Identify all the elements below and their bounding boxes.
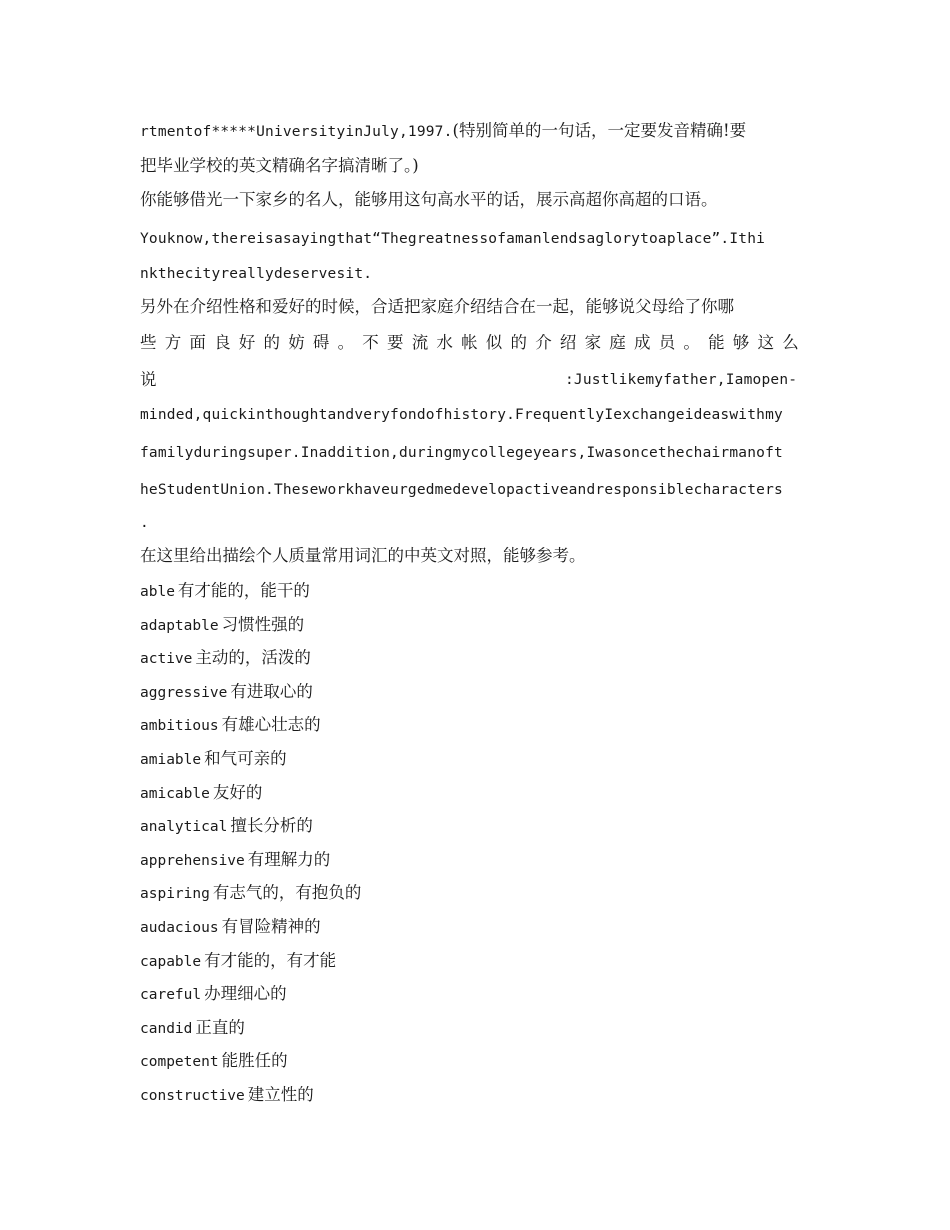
- vocabulary-chinese: 有雄心壮志的: [221, 715, 321, 735]
- vocabulary-english: competent: [140, 1054, 219, 1071]
- vocabulary-chinese: 正直的: [195, 1017, 245, 1037]
- vocabulary-english: aspiring: [140, 886, 210, 903]
- vocabulary-item: [140, 715, 321, 736]
- paragraph-line: 些方面良好的妨碍。不要流水帐似的介绍家庭成员。能够这么: [140, 333, 807, 352]
- say-word: 说: [140, 370, 157, 389]
- vocabulary-item: [140, 917, 321, 938]
- vocabulary-item: [140, 850, 330, 871]
- vocabulary-item: [140, 1018, 245, 1039]
- vocabulary-item: [140, 749, 287, 770]
- vocabulary-item: [140, 984, 287, 1005]
- paragraph-line: familyduringsuper.Inaddition,duringmycollegeyears,Iwasoncethechairmanoft: [140, 445, 783, 461]
- vocabulary-chinese: 友好的: [212, 782, 263, 802]
- paragraph-line: .: [140, 515, 149, 531]
- vocabulary-item: [140, 816, 313, 837]
- paragraph-line: 另外在介绍性格和爱好的时候，合适把家庭介绍结合在一起，能够说父母给了你哪: [140, 297, 734, 316]
- vocabulary-english: amicable: [140, 785, 210, 802]
- paragraph-line: [140, 370, 812, 390]
- pronunciation-note: (特别简单的一句话，一定要发音精确!要: [452, 121, 747, 140]
- vocabulary-english: candid: [140, 1020, 193, 1037]
- vocabulary-item: [140, 615, 304, 636]
- vocabulary-chinese: 建立性的: [247, 1085, 314, 1104]
- vocabulary-english: capable: [140, 953, 202, 970]
- university-sentence: rtmentof*****UniversityinJuly,1997.: [140, 124, 453, 140]
- vocabulary-item: [140, 951, 336, 972]
- paragraph-line: minded,quickinthoughtandveryfondofhistory.FrequentlyIexchangeideaswithmy: [140, 407, 783, 423]
- vocabulary-chinese: 有进取心的: [230, 681, 313, 701]
- vocabulary-item: [140, 1085, 314, 1106]
- vocabulary-english: aggressive: [140, 684, 228, 701]
- vocabulary-item: [140, 581, 310, 602]
- paragraph-line: 在这里给出描绘个人质量常用词汇的中英文对照，能够参考。: [140, 546, 586, 565]
- vocabulary-chinese: 能胜任的: [221, 1051, 288, 1071]
- paragraph-line: nkthecityreallydeservesit.: [140, 266, 373, 282]
- vocabulary-chinese: 有冒险精神的: [221, 917, 321, 936]
- vocabulary-item: [140, 883, 361, 904]
- paragraph-line: [140, 121, 746, 142]
- vocabulary-english: able: [140, 584, 175, 600]
- vocabulary-chinese: 主动的，活泼的: [195, 648, 311, 668]
- vocabulary-english: adaptable: [140, 617, 219, 634]
- vocabulary-item: [140, 682, 313, 703]
- vocabulary-english: constructive: [140, 1088, 245, 1104]
- vocabulary-english: apprehensive: [140, 852, 245, 869]
- vocabulary-english: audacious: [140, 920, 219, 936]
- paragraph-line: Youknow,thereisasayingthat“Thegreatnessofamanlendsaglorytoaplace”.Ithi: [140, 231, 766, 247]
- vocabulary-chinese: 有理解力的: [247, 849, 331, 869]
- vocabulary-chinese: 和气可亲的: [204, 749, 287, 768]
- paragraph-line: 你能够借光一下家乡的名人，能够用这句高水平的话，展示高超你高超的口语。: [140, 190, 718, 209]
- vocabulary-english: ambitious: [140, 718, 219, 735]
- vocabulary-chinese: 办理细心的: [204, 984, 287, 1004]
- vocabulary-chinese: 有才能的，能干的: [177, 581, 310, 600]
- example-sentence-start: :Justlikemyfather,Iamopen-: [565, 372, 798, 388]
- paragraph-line: heStudentUnion.Theseworkhaveurgedmedevelopactiveandresponsiblecharacters: [140, 482, 783, 498]
- vocabulary-chinese: 擅长分析的: [230, 816, 313, 836]
- vocabulary-item: [140, 648, 311, 669]
- vocabulary-english: analytical: [140, 819, 228, 836]
- vocabulary-chinese: 有才能的，有才能: [204, 950, 337, 970]
- vocabulary-item: [140, 1051, 288, 1072]
- vocabulary-item: [140, 783, 262, 804]
- vocabulary-english: active: [140, 651, 193, 668]
- paragraph-line: 把毕业学校的英文精确名字搞清晰了。): [140, 156, 419, 175]
- vocabulary-chinese: 有志气的，有抱负的: [212, 883, 362, 903]
- vocabulary-english: amiable: [140, 752, 202, 768]
- vocabulary-chinese: 习惯性强的: [221, 614, 305, 634]
- vocabulary-english: careful: [140, 987, 202, 1004]
